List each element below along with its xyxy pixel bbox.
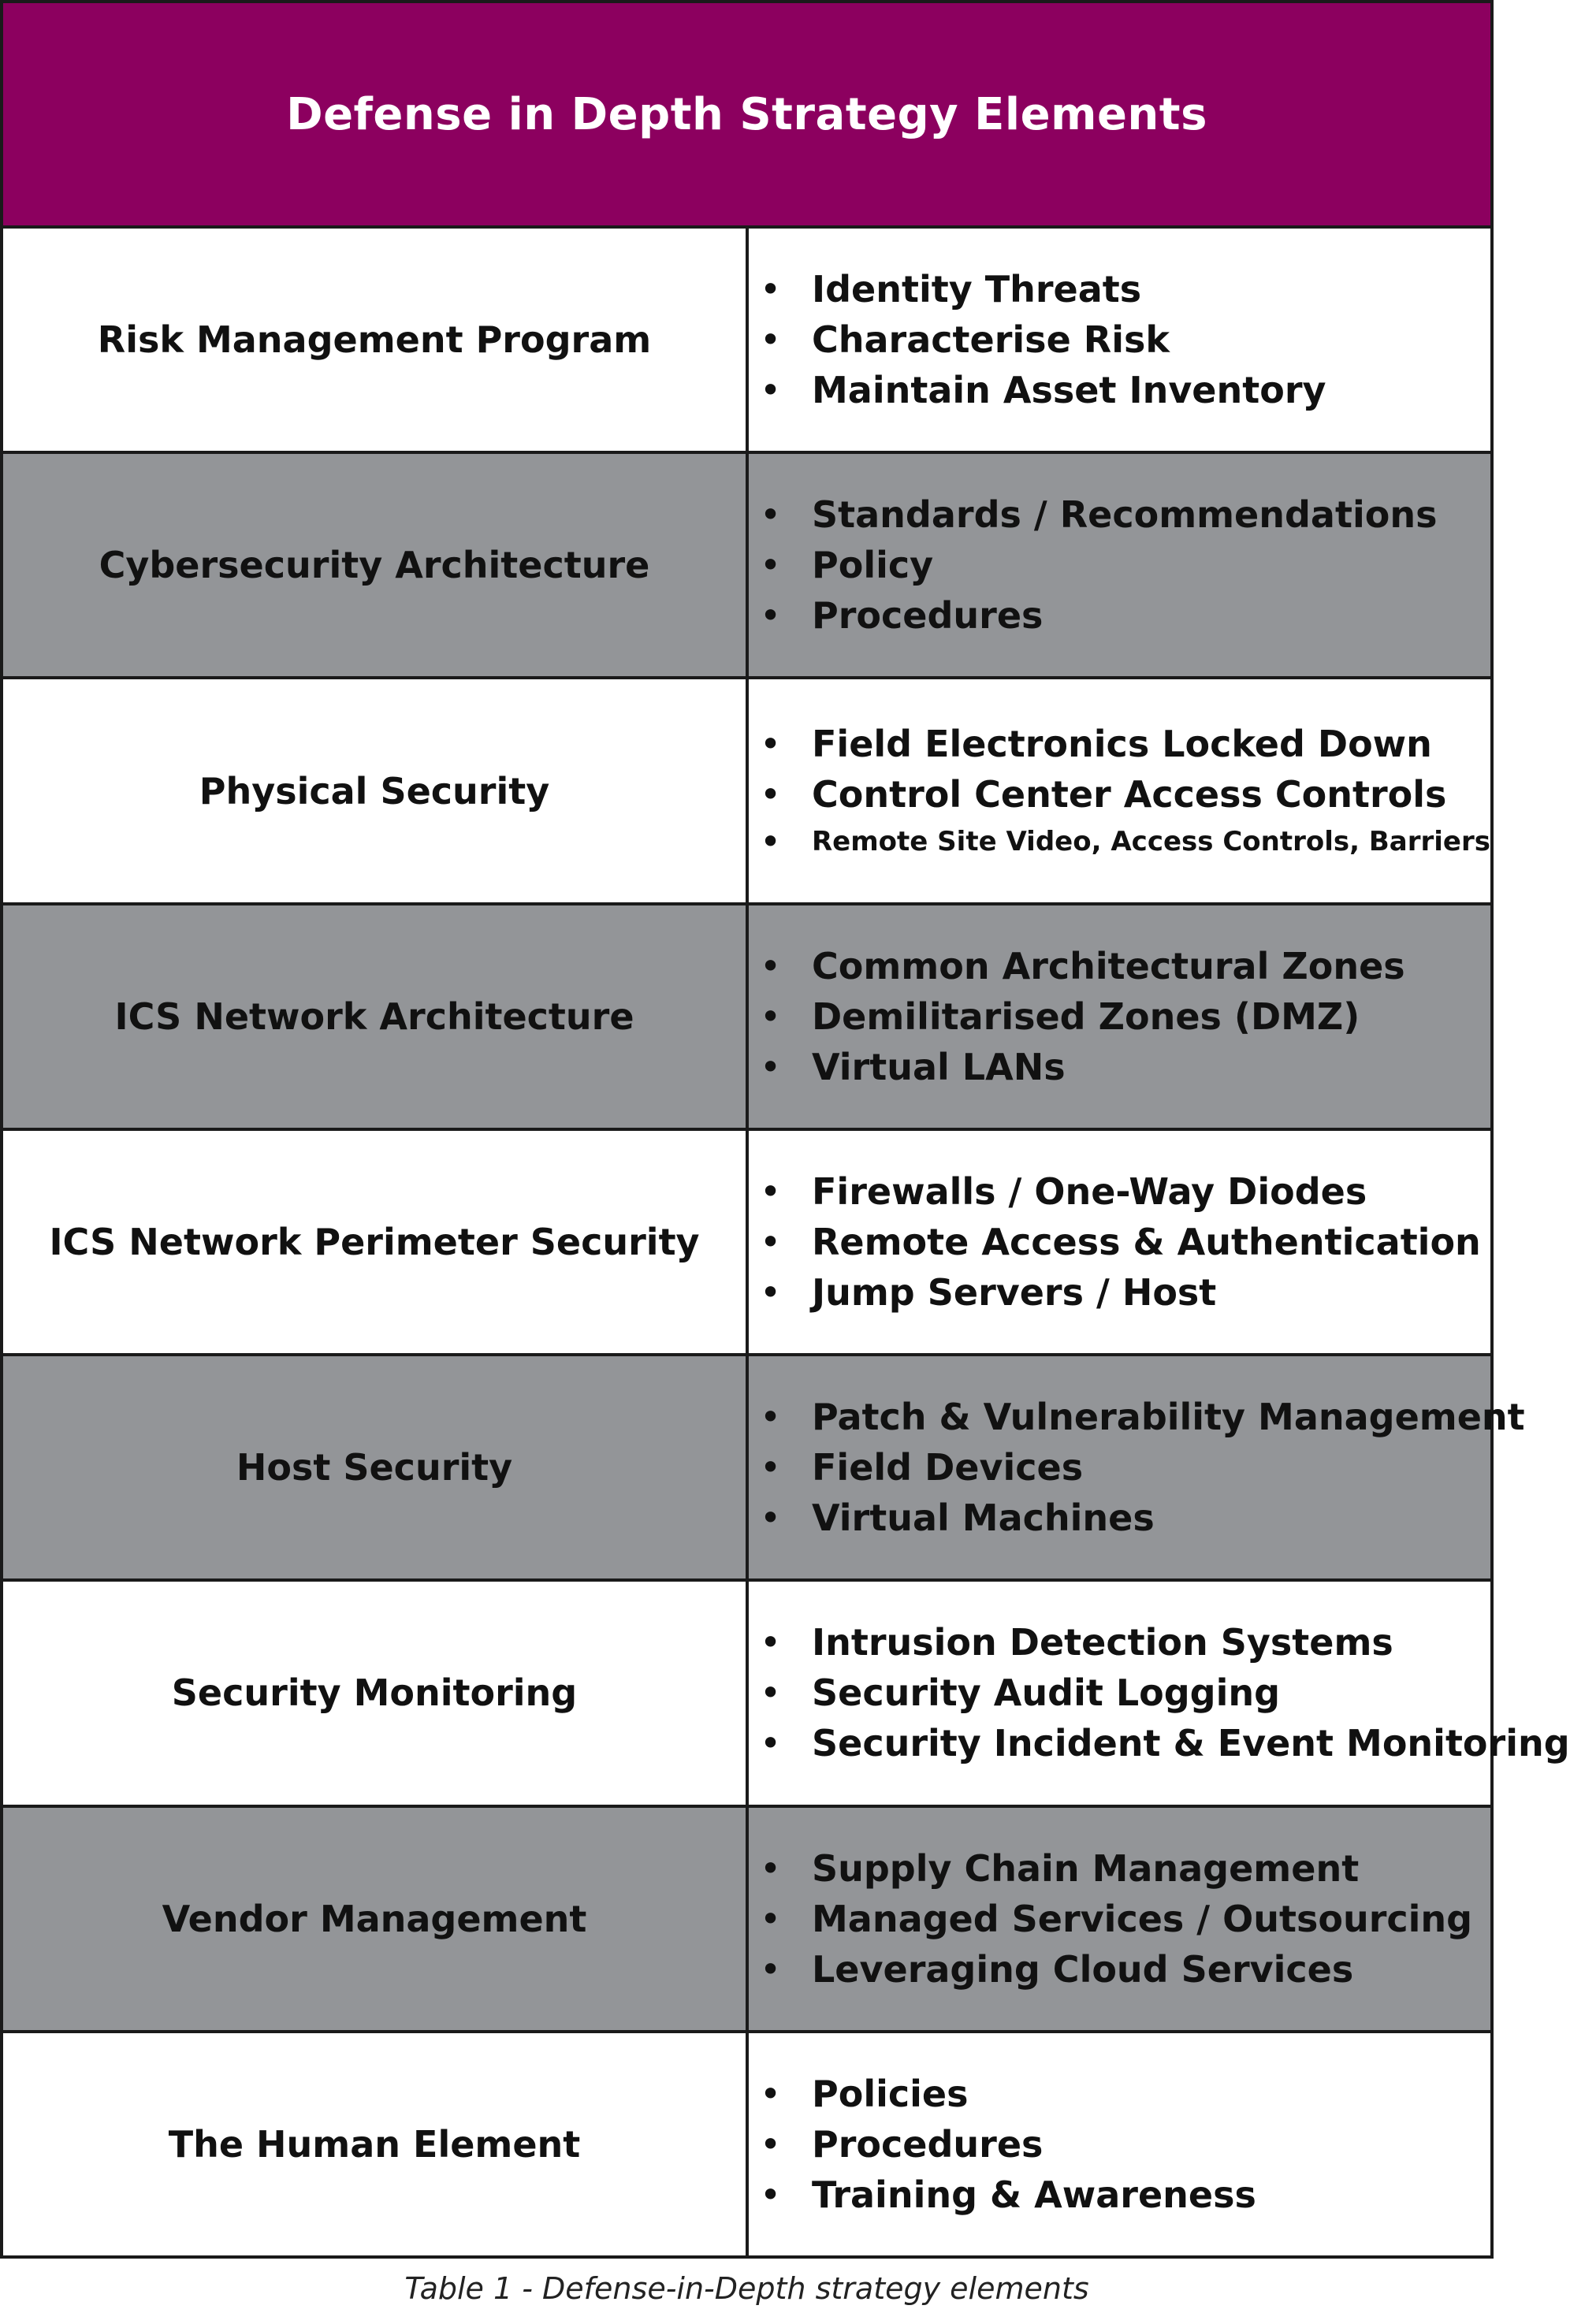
table-header bbox=[3, 3, 1490, 229]
table-row bbox=[3, 2033, 1490, 2255]
table-row bbox=[3, 1582, 1570, 1807]
bullet-icon: • bbox=[760, 2122, 782, 2166]
bullet-icon: • bbox=[760, 2072, 782, 2115]
list-item bbox=[760, 1170, 1481, 1213]
element-name: Risk Management Program bbox=[97, 318, 652, 362]
element-cell bbox=[3, 1808, 749, 2030]
bullet-icon: • bbox=[760, 995, 782, 1038]
bullet-text: Training & Awareness bbox=[812, 2173, 1256, 2216]
bullet-text: Firewalls / One-Way Diodes bbox=[812, 1169, 1367, 1213]
element-name: Vendor Management bbox=[162, 1897, 587, 1940]
table-title: Defense in Depth Strategy Elements bbox=[286, 88, 1207, 140]
bullet-text: Supply Chain Management bbox=[812, 1846, 1360, 1890]
items-cell bbox=[749, 1582, 1570, 1804]
bullet-icon: • bbox=[760, 594, 782, 638]
table-row bbox=[3, 679, 1490, 905]
list-item bbox=[760, 945, 1405, 987]
bullet-text: Managed Services / Outsourcing bbox=[812, 1897, 1473, 1940]
list-item bbox=[760, 1671, 1570, 1714]
element-cell bbox=[3, 454, 749, 676]
list-item bbox=[760, 1396, 1525, 1438]
list-item bbox=[760, 1497, 1525, 1539]
table-row bbox=[3, 1808, 1490, 2033]
bullet-icon: • bbox=[760, 493, 782, 537]
element-cell bbox=[3, 1356, 749, 1578]
bullet-icon: • bbox=[760, 1396, 782, 1439]
table-row bbox=[3, 229, 1490, 454]
bullet-icon: • bbox=[760, 1621, 782, 1664]
items-cell bbox=[749, 905, 1490, 1128]
list-item bbox=[760, 2173, 1256, 2216]
bullet-text: Patch & Vulnerability Management bbox=[812, 1396, 1525, 1439]
list-item bbox=[760, 1847, 1472, 1890]
bullet-text: Demilitarised Zones (DMZ) bbox=[812, 995, 1360, 1038]
bullet-text: Leveraging Cloud Services bbox=[812, 1947, 1354, 1991]
element-name: Security Monitoring bbox=[171, 1671, 578, 1715]
bullet-list bbox=[760, 485, 1437, 645]
element-cell bbox=[3, 2033, 749, 2255]
bullet-icon: • bbox=[760, 1722, 782, 1765]
bullet-text: Remote Access & Authentication bbox=[812, 1220, 1481, 1263]
items-cell bbox=[749, 1131, 1490, 1353]
bullet-text: Field Devices bbox=[812, 1446, 1084, 1489]
table-row bbox=[3, 454, 1490, 679]
items-cell bbox=[749, 679, 1490, 902]
element-name: Host Security bbox=[236, 1446, 513, 1489]
bullet-list bbox=[760, 715, 1490, 868]
table-row bbox=[3, 1356, 1525, 1582]
bullet-icon: • bbox=[760, 1671, 782, 1715]
list-item bbox=[760, 1621, 1570, 1664]
bullet-list bbox=[760, 1388, 1525, 1547]
bullet-text: Policy bbox=[812, 544, 934, 587]
bullet-text: Characterise Risk bbox=[812, 318, 1170, 362]
bullet-list bbox=[760, 260, 1326, 419]
bullet-list bbox=[760, 1162, 1481, 1322]
bullet-icon: • bbox=[760, 1220, 782, 1263]
bullet-icon: • bbox=[760, 1497, 782, 1540]
bullet-text: Control Center Access Controls bbox=[812, 772, 1447, 816]
bullet-icon: • bbox=[760, 544, 782, 587]
bullet-icon: • bbox=[760, 1270, 782, 1314]
bullet-list bbox=[760, 2065, 1256, 2224]
bullet-icon: • bbox=[760, 1169, 782, 1213]
bullet-text: Maintain Asset Inventory bbox=[812, 369, 1326, 412]
bullet-icon: • bbox=[760, 2173, 782, 2216]
bullet-text: Remote Site Video, Access Controls, Barriers bbox=[812, 825, 1490, 857]
bullet-icon: • bbox=[760, 820, 782, 863]
list-item bbox=[760, 1446, 1525, 1489]
list-item bbox=[760, 1221, 1481, 1263]
bullet-text: Security Incident & Event Monitoring bbox=[812, 1722, 1570, 1765]
list-item bbox=[760, 318, 1326, 361]
items-cell bbox=[749, 454, 1490, 676]
bullet-text: Virtual Machines bbox=[812, 1497, 1155, 1540]
element-cell bbox=[3, 679, 749, 902]
list-item bbox=[760, 268, 1326, 310]
bullet-icon: • bbox=[760, 318, 782, 362]
bullet-text: Procedures bbox=[812, 2122, 1044, 2166]
bullet-text: Procedures bbox=[812, 594, 1044, 638]
list-item bbox=[760, 1948, 1472, 1991]
bullet-text: Field Electronics Locked Down bbox=[812, 722, 1432, 765]
bullet-text: Policies bbox=[812, 2072, 969, 2115]
bullet-list bbox=[760, 937, 1405, 1096]
bullet-icon: • bbox=[760, 1446, 782, 1489]
items-cell bbox=[749, 229, 1490, 451]
bullet-icon: • bbox=[760, 268, 782, 311]
table-row bbox=[3, 1131, 1490, 1356]
bullet-icon: • bbox=[760, 1947, 782, 1991]
items-cell bbox=[749, 2033, 1490, 2255]
list-item bbox=[760, 723, 1490, 765]
bullet-text: Security Audit Logging bbox=[812, 1671, 1281, 1715]
list-item bbox=[760, 1898, 1472, 1940]
bullet-text: Common Architectural Zones bbox=[812, 944, 1405, 987]
bullet-text: Virtual LANs bbox=[812, 1045, 1066, 1088]
bullet-text: Standards / Recommendations bbox=[812, 493, 1438, 537]
list-item bbox=[760, 773, 1490, 816]
bullet-text: Identity Threats bbox=[812, 268, 1142, 311]
bullet-icon: • bbox=[760, 1846, 782, 1890]
list-item bbox=[760, 594, 1437, 637]
items-cell bbox=[749, 1808, 1490, 2030]
table-body bbox=[3, 229, 1570, 2255]
element-name: ICS Network Perimeter Security bbox=[49, 1220, 700, 1263]
element-name: The Human Element bbox=[168, 2122, 581, 2166]
element-cell bbox=[3, 1131, 749, 1353]
bullet-icon: • bbox=[760, 1045, 782, 1088]
bullet-icon: • bbox=[760, 1897, 782, 1940]
bullet-list bbox=[760, 1613, 1570, 1772]
element-name: ICS Network Architecture bbox=[114, 995, 634, 1038]
list-item bbox=[760, 1046, 1405, 1088]
bullet-icon: • bbox=[760, 722, 782, 765]
list-item bbox=[760, 369, 1326, 411]
list-item bbox=[760, 493, 1437, 536]
items-cell bbox=[749, 1356, 1525, 1578]
element-cell bbox=[3, 1582, 749, 1804]
element-name: Cybersecurity Architecture bbox=[99, 544, 650, 587]
list-item bbox=[760, 1722, 1570, 1764]
list-item bbox=[760, 995, 1405, 1038]
bullet-icon: • bbox=[760, 772, 782, 816]
list-item bbox=[760, 2073, 1256, 2115]
table-row bbox=[3, 905, 1490, 1131]
element-cell bbox=[3, 905, 749, 1128]
bullet-icon: • bbox=[760, 944, 782, 987]
list-item bbox=[760, 2123, 1256, 2166]
list-item bbox=[760, 1271, 1481, 1314]
element-cell bbox=[3, 229, 749, 451]
bullet-list bbox=[760, 1839, 1472, 1999]
bullet-text: Intrusion Detection Systems bbox=[812, 1621, 1393, 1664]
bullet-text: Jump Servers / Host bbox=[812, 1270, 1217, 1314]
list-item bbox=[760, 544, 1437, 586]
table-caption: Table 1 - Defense-in-Depth strategy elements bbox=[404, 2271, 1089, 2306]
list-item bbox=[760, 820, 1490, 863]
bullet-icon: • bbox=[760, 369, 782, 412]
element-name: Physical Security bbox=[199, 769, 550, 812]
